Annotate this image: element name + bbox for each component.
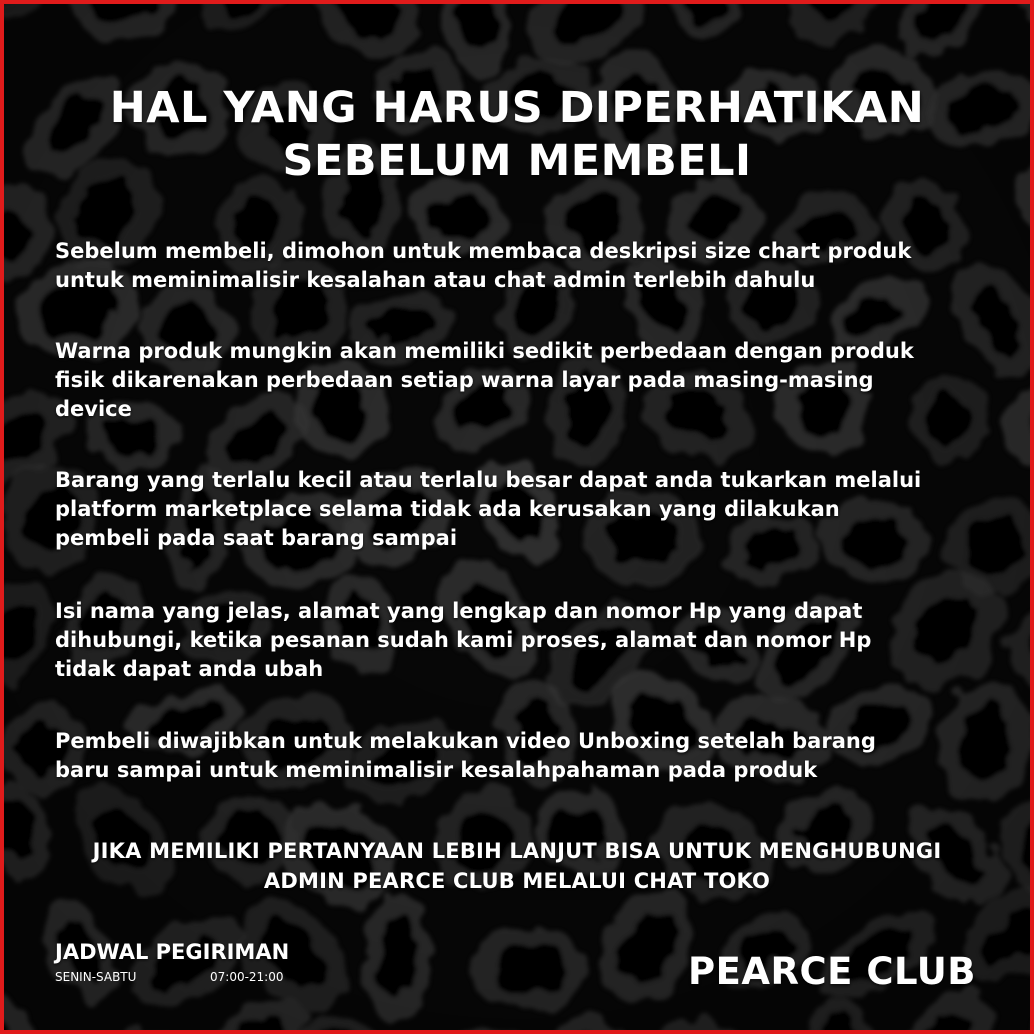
note-address xyxy=(55,597,995,684)
contact-notice xyxy=(4,836,1030,896)
note-line: baru sampai untuk meminimalisir kesalahpahaman pada produk xyxy=(55,758,818,782)
schedule-hours: 07:00-21:00 xyxy=(210,970,284,984)
note-line: Pembeli diwajibkan untuk melakukan video Unboxing setelah barang xyxy=(55,729,876,753)
schedule-row xyxy=(55,966,289,988)
brand-logo: PEARCE CLUB xyxy=(688,950,976,993)
note-line: pembeli pada saat barang sampai xyxy=(55,526,458,550)
note-unboxing-video xyxy=(55,727,995,785)
note-size-chart xyxy=(55,237,995,295)
poster-content xyxy=(4,4,1030,1030)
schedule-days: SENIN-SABTU xyxy=(55,970,137,984)
note-exchange xyxy=(55,466,995,553)
note-line: fisik dikarenakan perbedaan setiap warna layar pada masing-masing xyxy=(55,368,874,392)
note-line: Warna produk mungkin akan memiliki sedikit perbedaan dengan produk xyxy=(55,339,914,363)
title-line-2: SEBELUM MEMBELI xyxy=(282,136,752,186)
contact-line-1: JIKA MEMILIKI PERTANYAAN LEBIH LANJUT BISA UNTUK MENGHUBUNGI xyxy=(92,839,942,863)
note-line: platform marketplace selama tidak ada kerusakan yang dilakukan xyxy=(55,497,840,521)
note-line: device xyxy=(55,397,132,421)
shipping-schedule xyxy=(55,938,289,988)
note-line: Isi nama yang jelas, alamat yang lengkap dan nomor Hp yang dapat xyxy=(55,599,863,623)
note-line: Sebelum membeli, dimohon untuk membaca deskripsi size chart produk xyxy=(55,239,912,263)
note-line: Barang yang terlalu kecil atau terlalu besar dapat anda tukarkan melalui xyxy=(55,468,922,492)
schedule-title: JADWAL PEGIRIMAN xyxy=(55,940,290,964)
note-line: untuk meminimalisir kesalahan atau chat admin terlebih dahulu xyxy=(55,268,816,292)
note-line: dihubungi, ketika pesanan sudah kami proses, alamat dan nomor Hp xyxy=(55,628,872,652)
note-color-difference xyxy=(55,337,995,424)
contact-line-2: ADMIN PEARCE CLUB MELALUI CHAT TOKO xyxy=(263,869,771,893)
title-line-1: HAL YANG HARUS DIPERHATIKAN xyxy=(109,83,925,133)
note-line: tidak dapat anda ubah xyxy=(55,657,324,681)
page-title xyxy=(4,82,1030,188)
